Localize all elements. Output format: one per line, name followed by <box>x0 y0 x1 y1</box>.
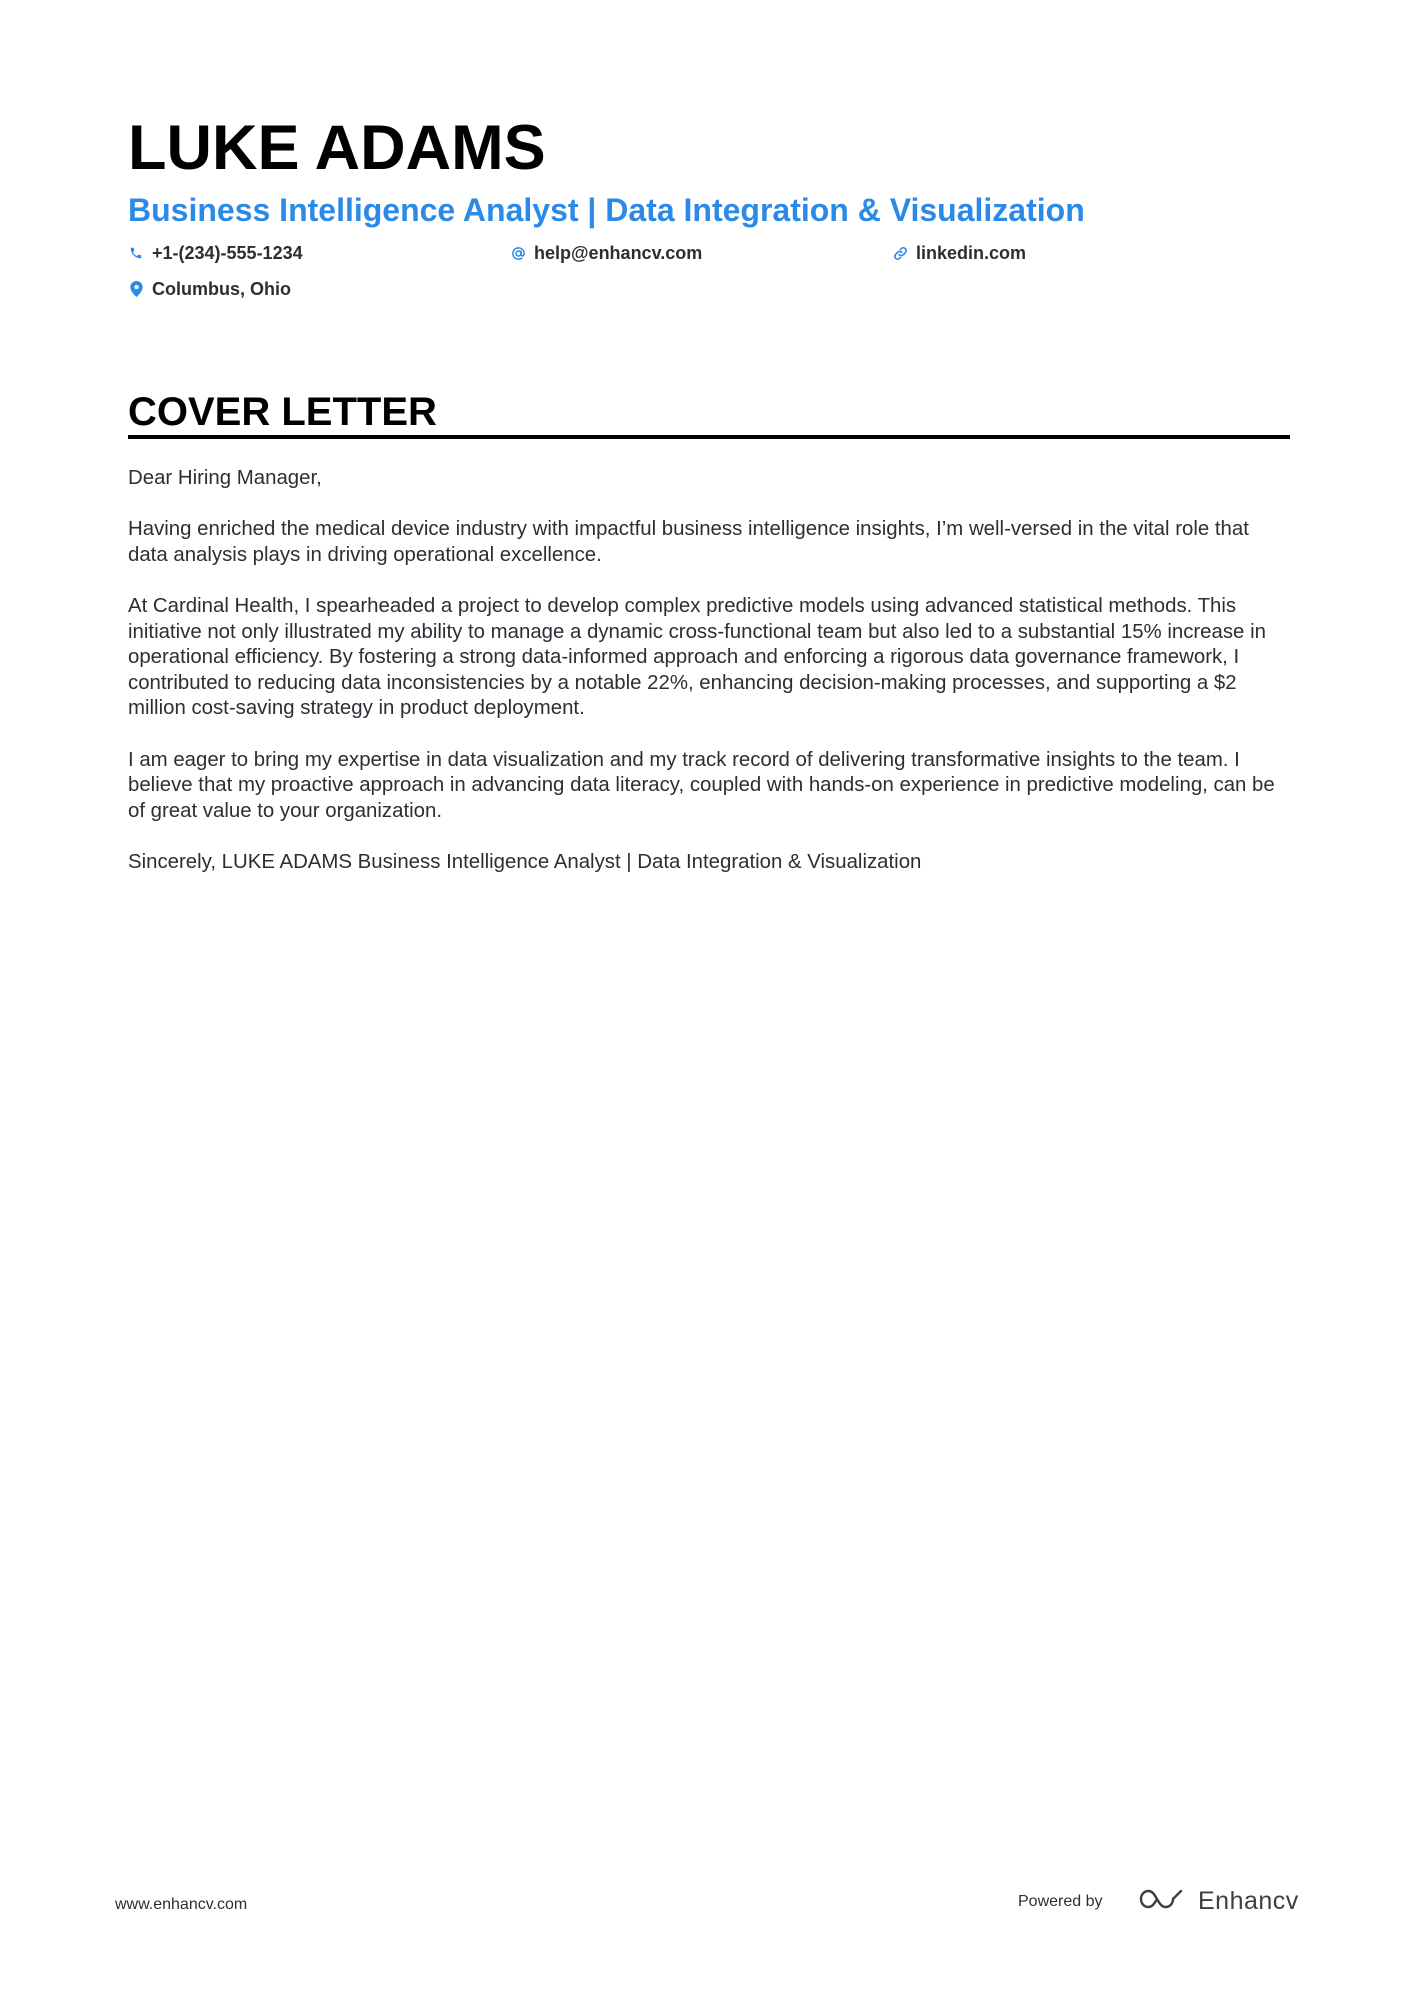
phone-icon <box>128 245 144 261</box>
location-text: Columbus, Ohio <box>152 279 291 299</box>
letter-salutation: Dear Hiring Manager, <box>128 467 322 489</box>
letter-paragraph: I am eager to bring my expertise in data visualization and my track record of delivering transformative insights to the team. I believe that my proactive approach in advancing data literacy, coupled with hands-on experience in predictive modeling, can be of great value to your organization. <box>128 748 1275 822</box>
letter-closing: Sincerely, LUKE ADAMS Business Intelligence Analyst | Data Integration & Visualization <box>128 850 922 873</box>
candidate-name: LUKE ADAMS <box>128 113 546 183</box>
link-icon <box>892 245 908 261</box>
enhancv-logo-icon <box>1138 1887 1184 1916</box>
section-divider <box>128 435 1290 439</box>
link-text: linkedin.com <box>916 243 1027 263</box>
contact-phone <box>128 241 303 265</box>
email-text: help@enhancv.com <box>534 243 703 263</box>
powered-by-label: Powered by <box>1018 1893 1103 1910</box>
brand-mark[interactable] <box>1138 1884 1299 1918</box>
letter-paragraph: At Cardinal Health, I spearheaded a project to develop complex predictive models using advanced statistical methods. This initiative not only illustrated my ability to manage a dynamic cross-functional team but also led to a substantial 15% increase in operational efficiency. By fostering a strong data-informed approach and enforcing a rigorous data governance framework, I contributed to reducing data inconsistencies by a notable 22%, enhancing decision-making processes, and supporting a $2 million cost-saving strategy in product deployment. <box>128 594 1266 720</box>
at-icon <box>510 245 526 261</box>
phone-text: +1-(234)-555-1234 <box>152 243 303 263</box>
footer-website-link[interactable]: www.enhancv.com <box>115 1896 248 1913</box>
letter-body <box>128 466 1292 901</box>
contact-link <box>892 241 1026 265</box>
brand-name: Enhancv <box>1198 1887 1299 1915</box>
letter-paragraph: Having enriched the medical device industry with impactful business intelligence insights, I’m well-versed in the vital role that data analysis plays in driving operational excellence. <box>128 518 1249 566</box>
candidate-headline: Business Intelligence Analyst | Data Integration & Visualization <box>128 192 1085 228</box>
contact-email <box>510 241 702 265</box>
contact-location <box>128 277 291 301</box>
location-pin-icon <box>128 281 144 297</box>
section-title: COVER LETTER <box>128 390 437 434</box>
